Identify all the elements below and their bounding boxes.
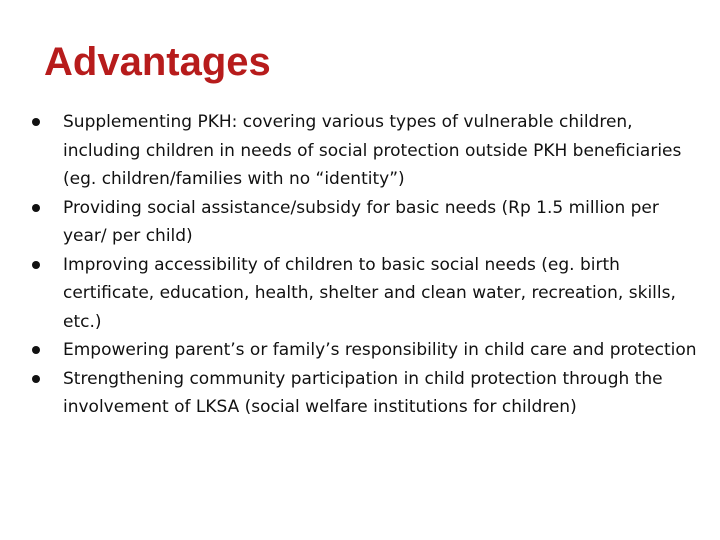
- bullet-text: Improving accessibility of children to basic social needs (eg. birth certificate, education, health, shelter and clean water, recreation, skills, etc.): [63, 254, 676, 332]
- bullet-dot-icon: [32, 204, 40, 212]
- bullet-text: Empowering parent’s or family’s responsibility in child care and protection: [63, 340, 697, 360]
- bullet-item: [30, 251, 700, 337]
- bullet-dot-icon: [32, 346, 40, 354]
- bullet-item: [30, 365, 700, 422]
- bullet-text: Strengthening community participation in child protection through the involvement of LKSA (social welfare institutions for children): [63, 368, 663, 417]
- bullet-item: [30, 194, 700, 251]
- slide-title: Advantages: [44, 40, 271, 84]
- bullet-dot-icon: [32, 261, 40, 269]
- bullet-dot-icon: [32, 118, 40, 126]
- bullet-text: Supplementing PKH: covering various types of vulnerable children, including children in needs of social protection outside PKH beneficiaries (eg. children/families with no “identity”): [63, 112, 682, 189]
- bullet-text: Providing social assistance/subsidy for basic needs (Rp 1.5 million per year/ per child): [63, 197, 659, 246]
- bullet-item: [30, 108, 700, 194]
- bullet-list: [30, 108, 700, 422]
- bullet-item: [30, 336, 700, 365]
- bullet-dot-icon: [32, 375, 40, 383]
